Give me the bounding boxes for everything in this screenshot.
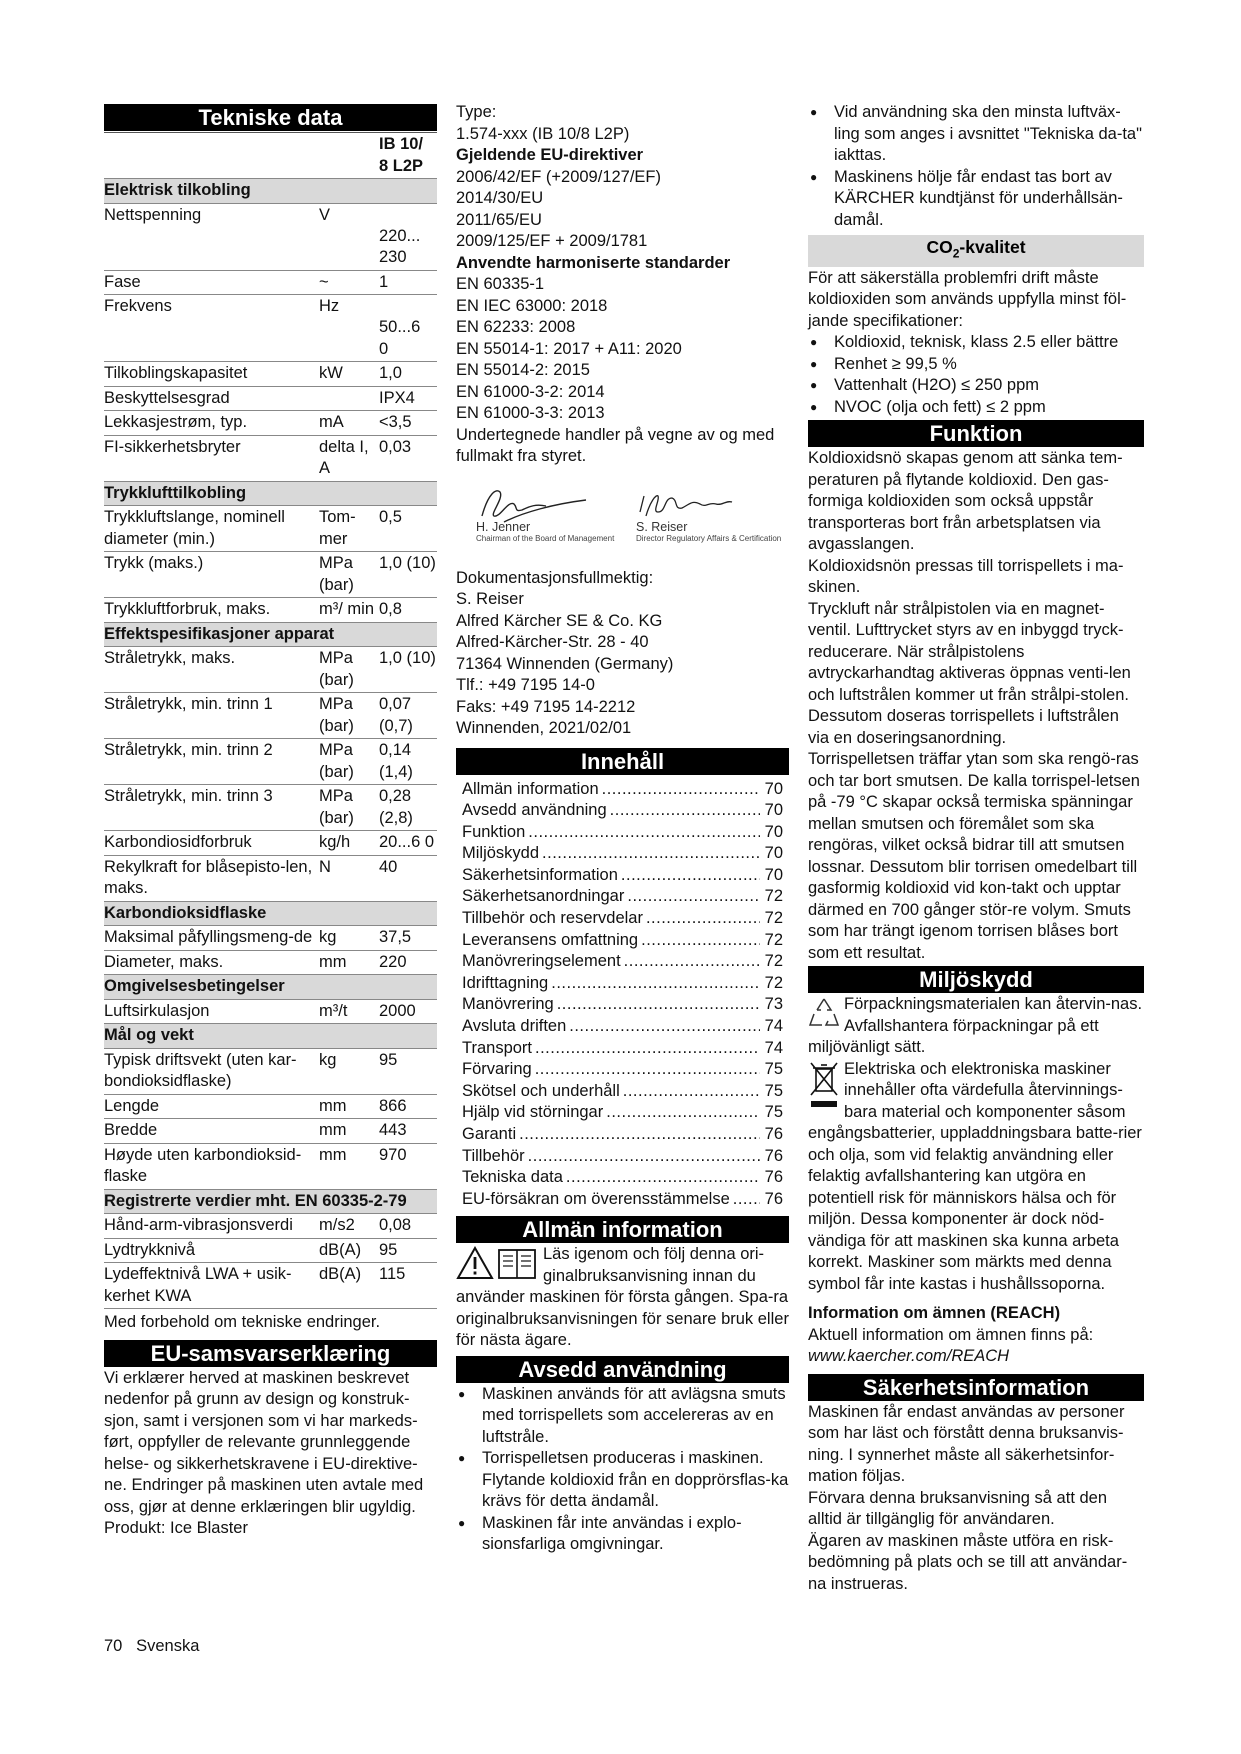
row-value: 2000: [379, 999, 437, 1024]
table-row: [104, 552, 437, 598]
toc-entry[interactable]: [462, 1167, 783, 1189]
row-value: 220... 230: [379, 203, 437, 270]
row-unit: [319, 386, 379, 411]
toc-dots: [551, 973, 760, 995]
group-heading: Omgivelsesbetingelser: [104, 975, 437, 1000]
sakerhets-paragraph: Ägaren av maskinen måste utföra en risk-bedömning på plats och se till att användar-na instrueras.: [808, 1531, 1128, 1593]
row-label: Hånd-arm-vibrasjonsverdi: [104, 1214, 319, 1239]
group-heading: Elektrisk tilkobling: [104, 179, 437, 204]
funktion-paragraph: Torrispelletsen träffar ytan som ska rengö-ras och tar bort smutsen. De kalla torrispel-letsen på -79 °C skapar också termiska spänningar mellan smutsen och föremålet som ska rengöras, vilket också bidrar till att smutsen lossnar. Dessutom blir torrisen omedelbart till gasformig koldioxid vid kon-takt och upptar därmed en 700 gånger stör-re volym. Smuts som har trängt igenom torrisen blåses bort som ett resultat.: [808, 750, 1140, 962]
row-unit: mA: [319, 411, 379, 436]
table-header-row: [104, 133, 437, 179]
row-unit: kg: [319, 1048, 379, 1094]
list-item: ● Maskinens hölje får endast tas bort av KÄRCHER kundtjänst för underhållsän-damål.: [808, 167, 1144, 232]
row-value: 0,5: [379, 506, 437, 552]
standards-heading: Anvendte harmoniserte standarder: [456, 253, 731, 272]
row-label: Trykkluftslange, nominell diameter (min.): [104, 506, 319, 552]
table-row: [104, 295, 437, 362]
toc-title: Idrifttagning: [462, 973, 549, 992]
table-row: [104, 435, 437, 481]
toc-dots: [623, 1081, 760, 1103]
manual-book-icon: [497, 1246, 537, 1280]
co2-spec-list: [808, 332, 1144, 418]
toc-dots: [621, 865, 760, 887]
section-title-innehall: Innehåll: [456, 748, 789, 775]
table-row: [104, 203, 437, 270]
list-item: ● Vattenhalt (H2O) ≤ 250 ppm: [808, 375, 1144, 397]
toc-dots: [535, 1038, 760, 1060]
table-row: [104, 1048, 437, 1094]
row-label: Rekylkraft for blåsepisto-len, maks.: [104, 855, 319, 901]
row-unit: MPa (bar): [319, 785, 379, 831]
row-unit: kW: [319, 362, 379, 387]
row-unit: m³/ min: [319, 598, 379, 623]
row-value: 20...6 0: [379, 831, 437, 856]
signed-text: Undertegnede handler på vegne av og med fullmakt fra styret.: [456, 425, 775, 465]
toc-page: 75: [764, 1081, 783, 1100]
toc-page: 72: [764, 952, 783, 971]
section-title-funktion: Funktion: [808, 420, 1144, 447]
table-row: [104, 411, 437, 436]
toc-page: 72: [764, 973, 783, 992]
toc-entry[interactable]: [462, 822, 783, 844]
toc-entry[interactable]: [462, 1189, 783, 1211]
directive-item: 2011/65/EU: [456, 210, 542, 229]
toc-dots: [606, 1102, 760, 1124]
allman-text: Läs igenom och följ denna ori-ginalbruksanvisning innan du använder maskinen för första gången. Spa-ra originalbruksanvisningen för senare bruk eller för nästa ägare.: [456, 1245, 789, 1350]
directives-heading: Gjeldende EU-direktiver: [456, 146, 644, 164]
directive-item: 2006/42/EF (+2009/127/EF): [456, 167, 662, 186]
toc-dots: [627, 886, 760, 908]
signer-jenner: H. Jenner Chairman of the Board of Management: [476, 519, 615, 543]
reach-heading: Information om ämnen (REACH): [808, 1304, 1061, 1322]
table-row: [104, 855, 437, 901]
row-value: 50...6 0: [379, 295, 437, 362]
page-footer: [104, 1636, 199, 1658]
standard-item: EN 62233: 2008: [456, 318, 576, 336]
group-row: [104, 1024, 437, 1049]
row-label: Trykk (maks.): [104, 552, 319, 598]
row-unit: dB(A): [319, 1238, 379, 1263]
row-unit: dB(A): [319, 1263, 379, 1309]
standards-list: [456, 274, 789, 425]
row-unit: MPa (bar): [319, 552, 379, 598]
group-heading: Registrerte verdier mht. EN 60335-2-79: [104, 1189, 437, 1214]
funktion-paragraph: Koldioxidsnö skapas genom att sänka tem-peraturen på flytande koldioxid. Den gas-formiga koldioxiden som också uppstår transporteras bort från arbetsplatsen via avgasslangen.: [808, 449, 1123, 553]
toc-page: 76: [764, 1168, 783, 1187]
row-value: 1: [379, 270, 437, 295]
toc-dots: [528, 822, 760, 844]
table-row: [104, 1263, 437, 1309]
table-row: [104, 831, 437, 856]
toc-title: Skötsel och underhåll: [462, 1081, 620, 1100]
tech-note: Med forbehold om tekniske endringer.: [104, 1313, 381, 1331]
tech-data-table: [104, 132, 437, 1309]
toc-page: 73: [764, 995, 783, 1014]
group-row: [104, 179, 437, 204]
table-row: [104, 950, 437, 975]
column-middle: [456, 102, 789, 1556]
row-unit: MPa (bar): [319, 647, 379, 693]
co2-text: För att säkerställa problemfri drift måste koldioxiden som används uppfylla minst föl-jande specifikationer:: [808, 268, 1127, 330]
toc-title: Avsedd användning: [462, 801, 607, 820]
row-label: Fase: [104, 270, 319, 295]
toc-entry[interactable]: [462, 908, 783, 930]
row-value: 1,0 (10): [379, 552, 437, 598]
row-value: 220: [379, 950, 437, 975]
toc-page: 70: [764, 822, 783, 841]
allman-block: [456, 1244, 789, 1352]
table-row: [104, 785, 437, 831]
table-row: [104, 739, 437, 785]
list-item: ● Maskinen får inte användas i explo-sionsfarliga omgivningar.: [456, 1513, 789, 1556]
row-value: 0,07 (0,7): [379, 693, 437, 739]
toc-dots: [542, 843, 760, 865]
row-label: Lydtrykknivå: [104, 1238, 319, 1263]
warning-icon: [456, 1246, 494, 1280]
row-label: Typisk driftsvekt (uten kar-bondioksidflaske): [104, 1048, 319, 1094]
toc-entry[interactable]: [462, 843, 783, 865]
toc-title: Leveransens omfattning: [462, 930, 639, 949]
model-header: IB 10/ 8 L2P: [379, 133, 437, 179]
page-number: 70: [104, 1637, 123, 1655]
row-unit: kg/h: [319, 831, 379, 856]
row-value: 0,28 (2,8): [379, 785, 437, 831]
toc-entry[interactable]: [462, 1059, 783, 1081]
row-value: 443: [379, 1119, 437, 1144]
directives-list: [456, 167, 789, 253]
row-label: Stråletrykk, min. trinn 2: [104, 739, 319, 785]
toc-title: Tillbehör: [462, 1146, 525, 1165]
toc-entry[interactable]: [462, 930, 783, 952]
standard-item: EN 61000-3-3: 2013: [456, 404, 605, 422]
toc-page: 76: [764, 1125, 783, 1143]
list-item: ● Koldioxid, teknisk, klass 2.5 eller bättre: [808, 332, 1144, 354]
toc-title: Tillbehör och reservdelar: [462, 909, 643, 928]
group-row: [104, 481, 437, 506]
funktion-text: [808, 448, 1144, 964]
type-line: 1.574-xxx (IB 10/8 L2P): [456, 124, 630, 143]
row-value: 970: [379, 1143, 437, 1189]
table-row: [104, 386, 437, 411]
toc-entry[interactable]: [462, 1016, 783, 1038]
section-title-avsedd-anvandning: Avsedd användning: [456, 1356, 789, 1383]
row-unit: delta I, A: [319, 435, 379, 481]
toc-dots: [624, 951, 760, 973]
row-label: Diameter, maks.: [104, 950, 319, 975]
toc-page: 74: [764, 1017, 783, 1036]
standard-item: EN IEC 63000: 2018: [456, 296, 608, 315]
toc-page: 74: [764, 1038, 783, 1057]
row-unit: MPa (bar): [319, 693, 379, 739]
list-item: ● Vid användning ska den minsta luftväx-ling som anges i avsnittet "Tekniska da-ta" iakttas.: [808, 102, 1144, 167]
toc-title: Hjälp vid störningar: [462, 1103, 604, 1122]
section-title-eu-samsvar: EU-samsvarserklæring: [104, 1340, 437, 1367]
avsedd-list: [456, 1384, 789, 1556]
funktion-paragraph: Tryckluft når strålpistolen via en magnet-ventil. Lufttrycket styrs av en inbyggd tryck-reducerare. När strålpistolens avtryckarhandtag aktiveras öppnas venti-len och luftstrålen kommer ut från strålpi-stolen. Dessutom doseras torrispellets i luftstrålen via en doseringsanordning.: [808, 599, 1131, 747]
list-item: ● Maskinen används för att avlägsna smuts med torrispellets som accelereras av en luftstråle.: [456, 1384, 789, 1449]
row-unit: mm: [319, 950, 379, 975]
reach-text: Aktuell information om ämnen finns på:: [808, 1325, 1094, 1344]
section-title-co2-kvalitet: $CO_2$-kvalitet: [808, 235, 1144, 267]
row-label: Lengde: [104, 1094, 319, 1119]
signer-reiser: S. Reiser Director Regulatory Affairs & Certification: [636, 519, 782, 543]
toc-page: 75: [764, 1103, 783, 1122]
list-item: ● NVOC (olja och fett) ≤ 2 ppm: [808, 397, 1144, 419]
funktion-paragraph: Koldioxidsnön pressas till torrispellets i ma-skinen.: [808, 556, 1124, 596]
group-heading: Mål og vekt: [104, 1024, 437, 1049]
table-row: [104, 598, 437, 623]
row-label: Maksimal påfyllingsmeng-de: [104, 926, 319, 951]
toc-title: Manövreringselement: [462, 952, 621, 971]
toc-entry[interactable]: [462, 1102, 783, 1124]
toc-page: 76: [764, 1146, 783, 1165]
group-row: [104, 901, 437, 926]
documentation-contact: [456, 568, 789, 740]
toc-dots: [610, 800, 760, 822]
toc-title: Avsluta driften: [462, 1017, 567, 1036]
row-value: 0,8: [379, 598, 437, 623]
contact-line: Alfred-Kärcher-Str. 28 - 40: [456, 633, 649, 651]
toc-dots: [646, 908, 760, 930]
toc-entry[interactable]: [462, 1038, 783, 1060]
toc-dots: [535, 1059, 760, 1081]
toc-dots: [528, 1146, 760, 1168]
standard-item: EN 60335-1: [456, 275, 545, 293]
toc-title: Förvaring: [462, 1060, 532, 1079]
section-title-miljoskydd: Miljöskydd: [808, 966, 1144, 993]
contact-line: Dokumentasjonsfullmektig:: [456, 568, 654, 587]
toc-dots: [519, 1124, 760, 1146]
toc-page: 72: [764, 887, 783, 906]
row-value: 0,14 (1,4): [379, 739, 437, 785]
toc-title: Allmän information: [462, 779, 599, 798]
group-heading: Effektspesifikasjoner apparat: [104, 622, 437, 647]
toc-entry[interactable]: [462, 865, 783, 887]
toc-page: 70: [764, 865, 783, 884]
contact-line: 71364 Winnenden (Germany): [456, 654, 674, 673]
toc-page: 70: [764, 844, 783, 863]
table-of-contents: [456, 779, 789, 1211]
toc-title: Miljöskydd: [462, 844, 540, 863]
toc-entry[interactable]: [462, 1124, 783, 1146]
row-value: 95: [379, 1048, 437, 1094]
row-unit: Hz: [319, 295, 379, 362]
row-value: 95: [379, 1238, 437, 1263]
column-left: [104, 102, 437, 1540]
contact-line: Faks: +49 7195 14-2212: [456, 697, 636, 716]
toc-title: Garanti: [462, 1125, 517, 1143]
contact-line: Alfred Kärcher SE & Co. KG: [456, 611, 663, 630]
row-unit: MPa (bar): [319, 739, 379, 785]
toc-title: EU-försäkran om överensstämmelse: [462, 1189, 730, 1208]
contact-line: Tlf.: +49 7195 14-0: [456, 676, 595, 694]
toc-title: Säkerhetsanordningar: [462, 887, 625, 906]
row-unit: m/s2: [319, 1214, 379, 1239]
toc-page: 76: [764, 1189, 783, 1208]
toc-title: Manövrering: [462, 995, 554, 1014]
row-value: 1,0 (10): [379, 647, 437, 693]
toc-entry[interactable]: [462, 886, 783, 908]
table-row: [104, 647, 437, 693]
standard-item: EN 61000-3-2: 2014: [456, 382, 605, 401]
toc-entry[interactable]: [462, 951, 783, 973]
footer-language: Svenska: [136, 1637, 200, 1655]
row-label: Karbondiosidforbruk: [104, 831, 319, 856]
list-item: ● Renhet ≥ 99,5 %: [808, 354, 1144, 376]
contact-line: S. Reiser: [456, 590, 524, 608]
eu-text: Vi erklærer herved at maskinen beskrevet nedenfor på grunn av design og konstruk-sjon, samt i versjonen som vi har markeds-ført, oppfyller de relevante grunnleggende helse- og sikkerhetskravene i EU-direktive-ne. Endringer på maskinen uten avtale med oss, gjør at denne erklæringen blir ugyldig.: [104, 1368, 424, 1516]
standard-item: EN 55014-1: 2017 + A11: 2020: [456, 339, 682, 358]
row-unit: N: [319, 855, 379, 901]
row-unit: mm: [319, 1119, 379, 1144]
toc-dots: [569, 1016, 760, 1038]
toc-title: Säkerhetsinformation: [462, 865, 618, 884]
row-unit: mm: [319, 1143, 379, 1189]
row-value: 866: [379, 1094, 437, 1119]
row-value: <3,5: [379, 411, 437, 436]
row-label: Beskyttelsesgrad: [104, 386, 319, 411]
table-row: [104, 1119, 437, 1144]
toc-entry[interactable]: [462, 973, 783, 995]
signatures: [456, 482, 789, 562]
group-row: [104, 1189, 437, 1214]
allman-icons: [456, 1246, 537, 1280]
row-unit: Tom-mer: [319, 506, 379, 552]
toc-entry[interactable]: [462, 779, 783, 801]
column-right: [808, 102, 1144, 1595]
row-label: Lydeffektnivå LWA + usik-kerhet KWA: [104, 1263, 319, 1309]
toc-entry[interactable]: [462, 994, 783, 1016]
row-label: Nettspenning: [104, 203, 319, 270]
row-label: Trykkluftforbruk, maks.: [104, 598, 319, 623]
section-title-allman-information: Allmän information: [456, 1216, 789, 1243]
row-label: Tilkoblingskapasitet: [104, 362, 319, 387]
row-value: 1,0: [379, 362, 437, 387]
row-unit: kg: [319, 926, 379, 951]
toc-entry[interactable]: [462, 800, 783, 822]
sakerhets-text: [808, 1402, 1144, 1596]
type-line: Type:: [456, 103, 497, 121]
row-label: Bredde: [104, 1119, 319, 1144]
row-label: Stråletrykk, min. trinn 1: [104, 693, 319, 739]
toc-dots: [557, 994, 760, 1016]
toc-title: Tekniska data: [462, 1168, 563, 1187]
row-unit: V: [319, 203, 379, 270]
sakerhets-paragraph: Maskinen får endast användas av personer som har läst och förstått denna bruksanvis-ning. I synnerhet måste all säkerhetsinfor-mation följas.: [808, 1402, 1125, 1485]
section-title-tekniske-data: Tekniske data: [104, 104, 437, 131]
recycling-icon: [808, 996, 840, 1030]
section-title-sakerhetsinformation: Säkerhetsinformation: [808, 1374, 1144, 1401]
type-block: [456, 102, 789, 145]
toc-entry[interactable]: [462, 1081, 783, 1103]
toc-page: 72: [764, 930, 783, 949]
directive-item: 2014/30/EU: [456, 189, 544, 207]
toc-dots: [733, 1189, 760, 1211]
miljo-block-1: Förpackningsmaterialen kan återvin-nas. Avfallshantera förpackningar på ett miljövänligt sätt.: [808, 995, 1143, 1056]
toc-entry[interactable]: [462, 1146, 783, 1168]
table-row: [104, 1238, 437, 1263]
row-value: 0,08: [379, 1214, 437, 1239]
row-value: 0,03: [379, 435, 437, 481]
table-row: [104, 926, 437, 951]
row-value: 37,5: [379, 926, 437, 951]
group-heading: Trykklufttilkobling: [104, 481, 437, 506]
group-row: [104, 622, 437, 647]
row-value: 115: [379, 1263, 437, 1309]
row-unit: ~: [319, 270, 379, 295]
row-value: 40: [379, 855, 437, 901]
toc-page: 70: [764, 779, 783, 798]
row-label: Høyde uten karbondioksid-flaske: [104, 1143, 319, 1189]
row-value: IPX4: [379, 386, 437, 411]
toc-dots: [641, 930, 760, 952]
table-row: [104, 1094, 437, 1119]
miljo-block-2: Elektriska och elektroniska maskiner innehåller ofta värdefulla återvinnings-bara material och komponenter såsom engångsbatterier, uppladdningsbara batte-rier och olja, som vid felaktig användning eller felaktig avfallshantering kan utgöra en potentiell risk för människors hälsa och för miljön. Dessa komponenter är dock nöd-vändiga för att maskinen ska kunna arbeta korrekt. Maskiner som märkts med denna symbol får inte kastas i hushållssoporna.: [808, 1059, 1142, 1293]
row-label: Stråletrykk, min. trinn 3: [104, 785, 319, 831]
row-label: Lekkasjestrøm, typ.: [104, 411, 319, 436]
table-row: [104, 1214, 437, 1239]
group-row: [104, 975, 437, 1000]
table-row: [104, 362, 437, 387]
usage-notes-list: [808, 102, 1144, 231]
table-row: [104, 506, 437, 552]
standard-item: EN 55014-2: 2015: [456, 361, 590, 379]
sakerhets-paragraph: Förvara denna bruksanvisning så att den alltid är tillgänglig för användaren.: [808, 1488, 1108, 1528]
toc-dots: [602, 779, 760, 801]
table-row: [104, 1143, 437, 1189]
row-label: Luftsirkulasjon: [104, 999, 319, 1024]
reach-url[interactable]: www.kaercher.com/REACH: [808, 1347, 1010, 1365]
row-label: Frekvens: [104, 295, 319, 362]
row-unit: mm: [319, 1094, 379, 1119]
group-heading: Karbondioksidflaske: [104, 901, 437, 926]
list-item: ● Torrispelletsen produceras i maskinen. Flytande koldioxid från en dopprörsflas-ka krävs för detta ändamål.: [456, 1448, 789, 1513]
table-row: [104, 270, 437, 295]
toc-page: 75: [764, 1060, 783, 1079]
row-unit: m³/t: [319, 999, 379, 1024]
row-label: FI-sikkerhetsbryter: [104, 435, 319, 481]
table-row: [104, 693, 437, 739]
contact-line: Winnenden, 2021/02/01: [456, 719, 632, 737]
toc-page: 70: [764, 801, 783, 820]
directive-item: 2009/125/EF + 2009/1781: [456, 232, 648, 250]
toc-title: Funktion: [462, 822, 526, 841]
toc-title: Transport: [462, 1038, 532, 1057]
toc-dots: [566, 1167, 760, 1189]
table-row: [104, 999, 437, 1024]
row-label: Stråletrykk, maks.: [104, 647, 319, 693]
weee-crossed-bin-icon: [808, 1061, 840, 1111]
toc-page: 72: [764, 909, 783, 928]
product-line: Produkt: Ice Blaster: [104, 1519, 248, 1537]
